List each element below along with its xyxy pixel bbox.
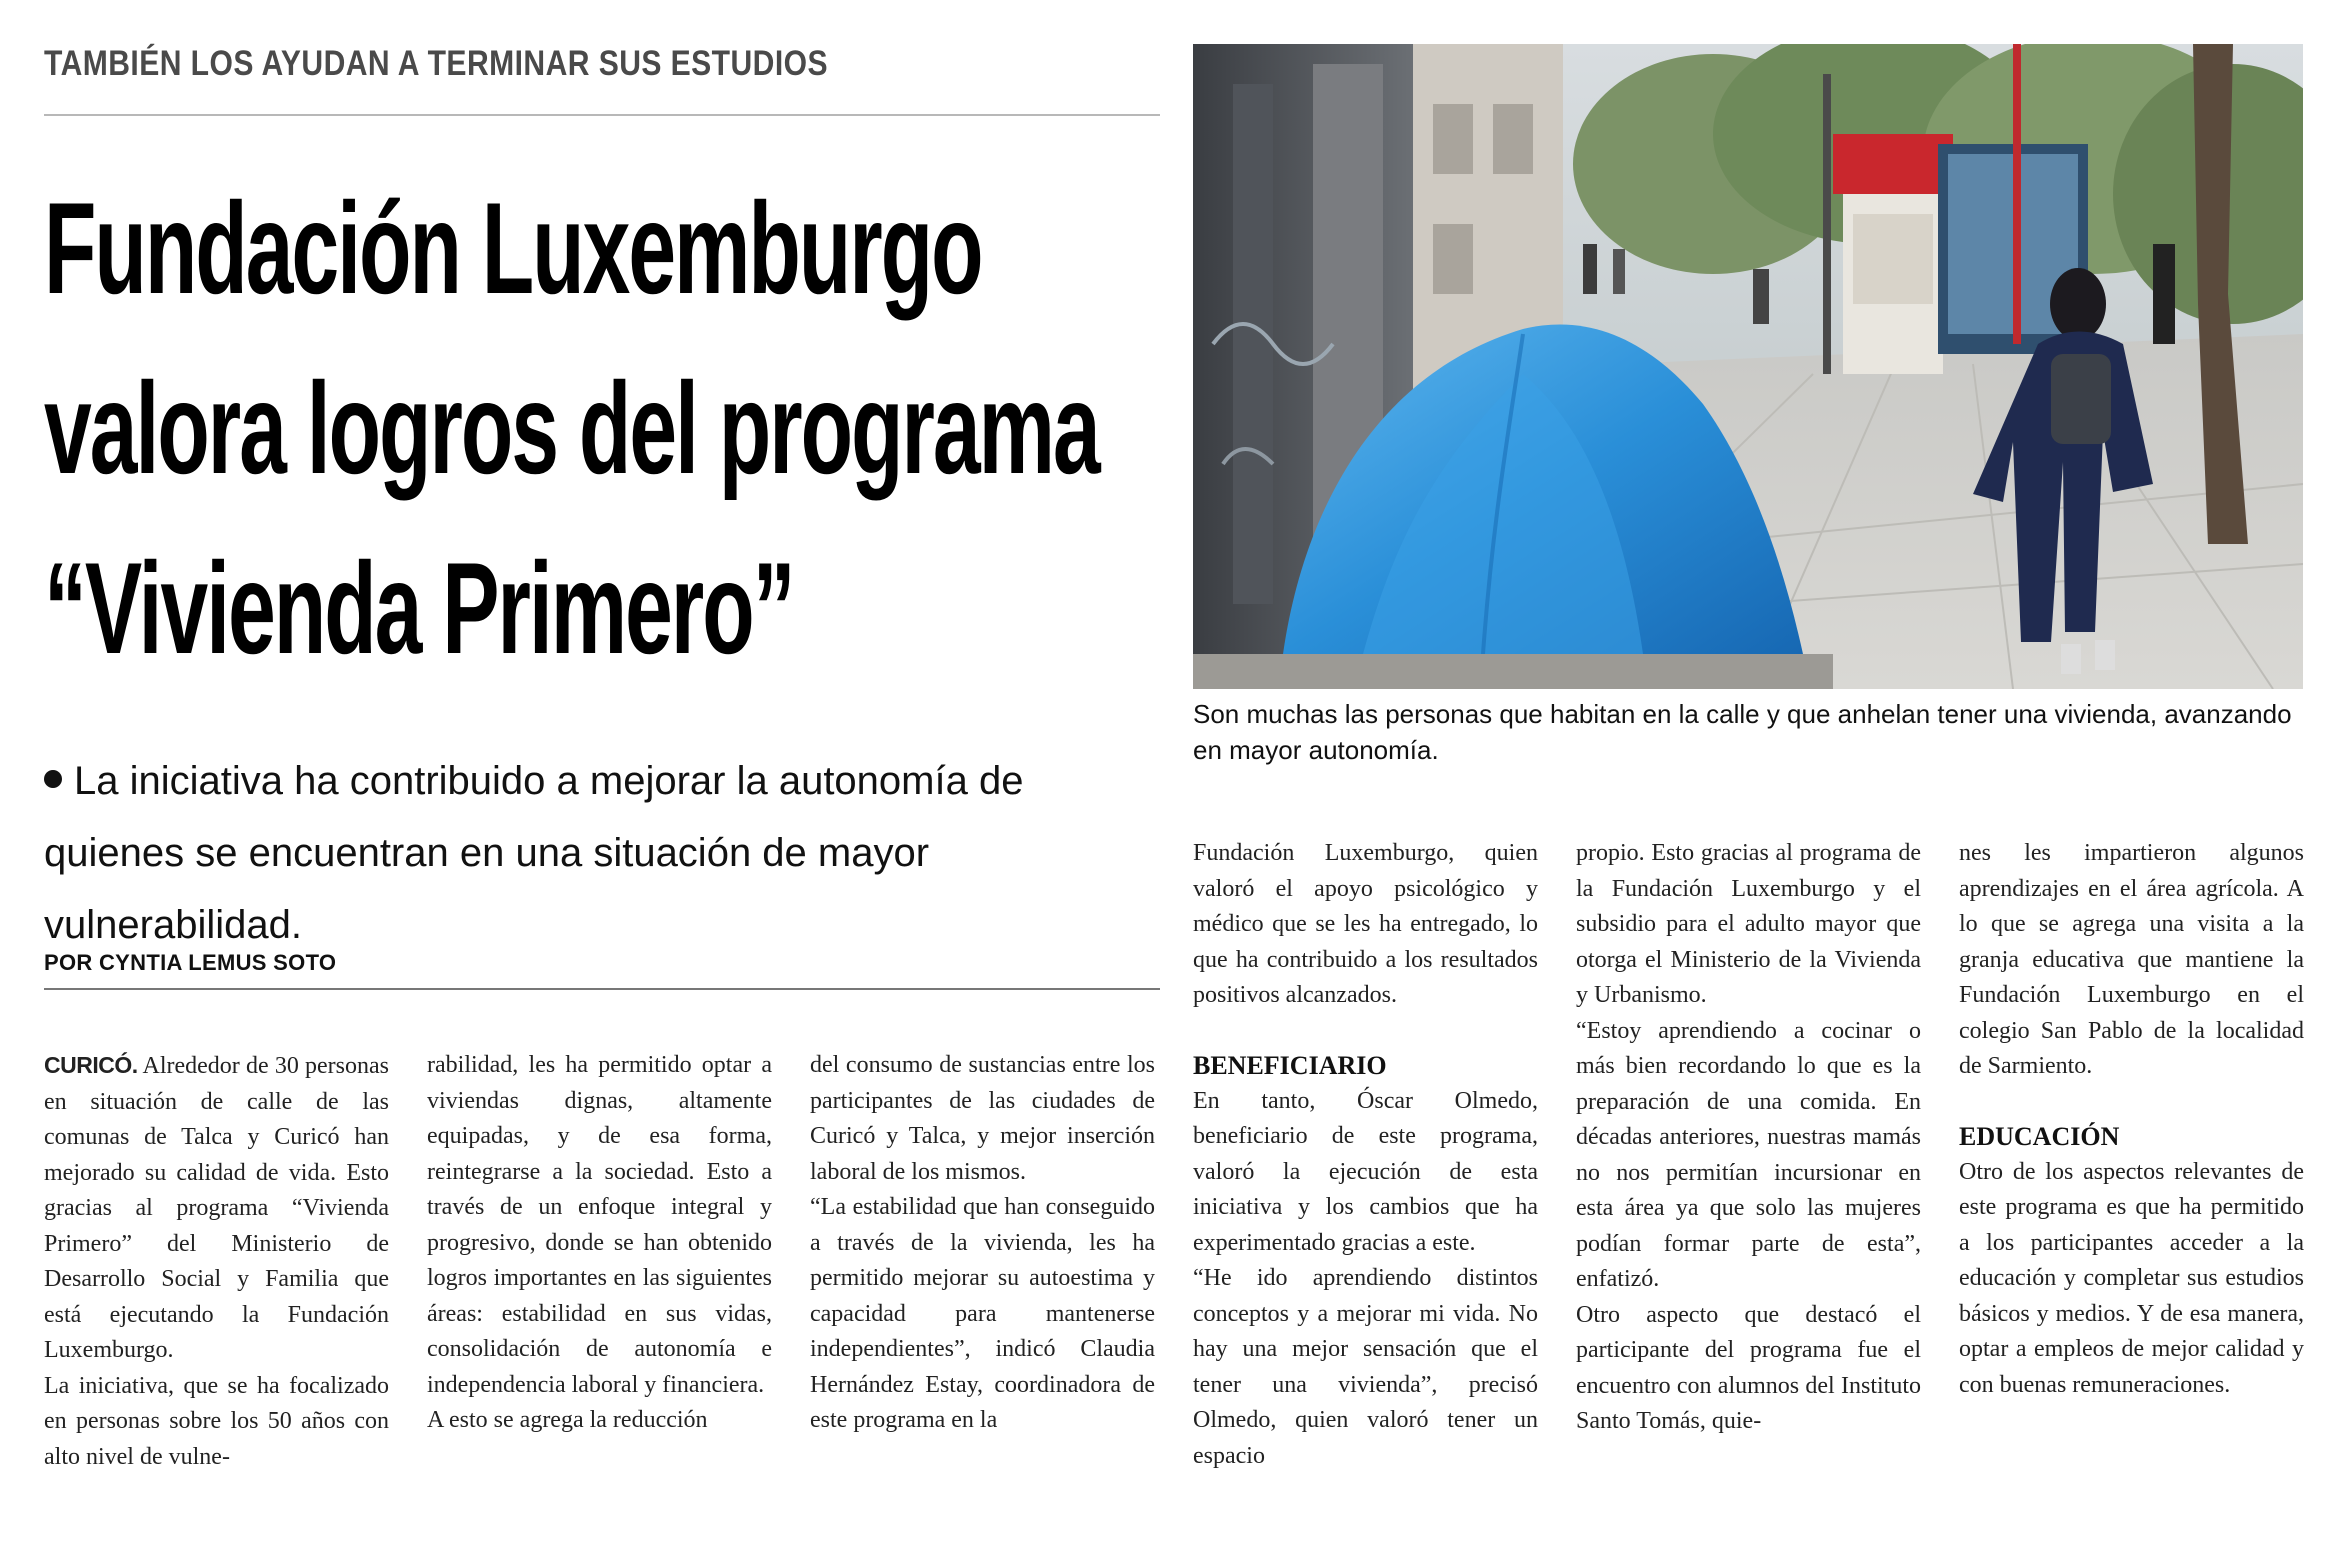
headline-line-3: “Vivienda Primero” — [44, 535, 794, 681]
paragraph: La iniciativa, que se ha focalizado en personas sobre los 50 años con alto nivel de vulne- — [44, 1372, 389, 1470]
article-photo — [1193, 44, 2303, 689]
body-column-1 — [44, 1048, 389, 1475]
body-column-4 — [1193, 836, 1538, 1474]
top-divider — [44, 114, 1160, 116]
paragraph: nes les impartieron algunos aprendizajes en el área agrícola. A lo que se agrega una visita a la granja educativa que mantiene la Fundación Luxemburgo en el colegio San Pablo de la localidad de Sarmiento. — [1959, 840, 2304, 1079]
paragraph: Otro aspecto que destacó el participante del programa fue el encuentro con alumnos del Instituto Santo Tomás, quie- — [1576, 1301, 1921, 1434]
paragraph-text: Alrededor de 30 personas en situación de calle de las comunas de Talca y Curicó han mejorado su calidad de vida. Esto gracias al programa “Vivienda Primero” del Ministerio de Desarrollo Social y Familia que está ejecutando la Fundación Luxemburgo. — [44, 1053, 389, 1363]
bullet-icon — [44, 770, 62, 788]
photo-caption: Son muchas las personas que habitan en la calle y que anhelan tener una vivienda, avanzando en mayor autonomía. — [1193, 699, 2292, 765]
paragraph — [44, 1048, 389, 1369]
headline-line-2: valora logros del programa — [44, 355, 1099, 501]
deck-text: La iniciativa ha contribuido a mejorar la autonomía de quienes se encuentran en una situación de mayor vulnerabilidad. — [44, 759, 1024, 947]
byline: POR CYNTIA LEMUS SOTO — [44, 950, 337, 975]
body-column-6 — [1959, 836, 2304, 1403]
paragraph: En tanto, Óscar Olmedo, beneficiario de este programa, valoró la ejecución de esta iniciativa y los cambios que ha experimentado gracias a este. — [1193, 1087, 1538, 1256]
paragraph: propio. Esto gracias al programa de la Fundación Luxemburgo y el subsidio para el adulto mayor que otorga el Ministerio de la Vivienda y Urbanismo. — [1576, 840, 1921, 1008]
dateline: CURICÓ. — [44, 1052, 138, 1078]
paragraph: A esto se agrega la reducción — [427, 1407, 708, 1433]
subhead-educacion: EDUCACIÓN — [1959, 1121, 2120, 1151]
street-tent-photo — [1193, 44, 2303, 689]
paragraph: “Estoy aprendiendo a cocinar o más bien recordando lo que es la preparación de una comida. En décadas anteriores, nuestras mamás no nos permitían incursionar en esta área ya que solo las mujeres podían formar parte de esta”, enfatizó. — [1576, 1017, 1921, 1292]
subhead-beneficiario: BENEFICIARIO — [1193, 1050, 1387, 1080]
paragraph: “He ido aprendiendo distintos conceptos y a mejorar mi vida. No hay una mejor sensación que el tener una vivienda”, precisó Olmedo, quien valoró tener un espacio — [1193, 1265, 1538, 1469]
paragraph: Fundación Luxemburgo, quien valoró el apoyo psicológico y médico que se les ha entregado, lo que ha contribuido a los resultados positivos alcanzados. — [1193, 840, 1538, 1008]
deck — [44, 745, 1154, 961]
body-column-3 — [810, 1048, 1155, 1439]
paragraph: “La estabilidad que han conseguido a través de la vivienda, les ha permitido mejorar su autoestima y capacidad para mantenerse independientes”, indicó Claudia Hernández Estay, coordinadora de este programa en la — [810, 1194, 1155, 1433]
paragraph: del consumo de sustancias entre los participantes de las ciudades de Curicó y Talca, y mejor inserción laboral de los mismos. — [810, 1052, 1155, 1185]
paragraph: rabilidad, les ha permitido optar a viviendas dignas, altamente equipadas, y de esa forma, reintegrarse a la sociedad. Esto a través de un enfoque integral y progresivo, donde se han obtenido logros importantes en las siguientes áreas: estabilidad en sus vidas, consolidación de autonomía e independencia laboral y financiera. — [427, 1052, 772, 1398]
kicker: TAMBIÉN LOS AYUDAN A TERMINAR SUS ESTUDIOS — [44, 44, 828, 83]
headline — [44, 158, 1099, 698]
paragraph: Otro de los aspectos relevantes de este programa es que ha permitido a los participantes acceder a la educación y completar sus estudios básicos y medios. Y de esa manera, optar a empleos de mejor calidad y con buenas remuneraciones. — [1959, 1158, 2304, 1398]
byline-divider — [44, 988, 1160, 990]
headline-line-1: Fundación Luxemburgo — [44, 175, 982, 321]
body-column-5 — [1576, 836, 1921, 1440]
body-column-2 — [427, 1048, 772, 1439]
